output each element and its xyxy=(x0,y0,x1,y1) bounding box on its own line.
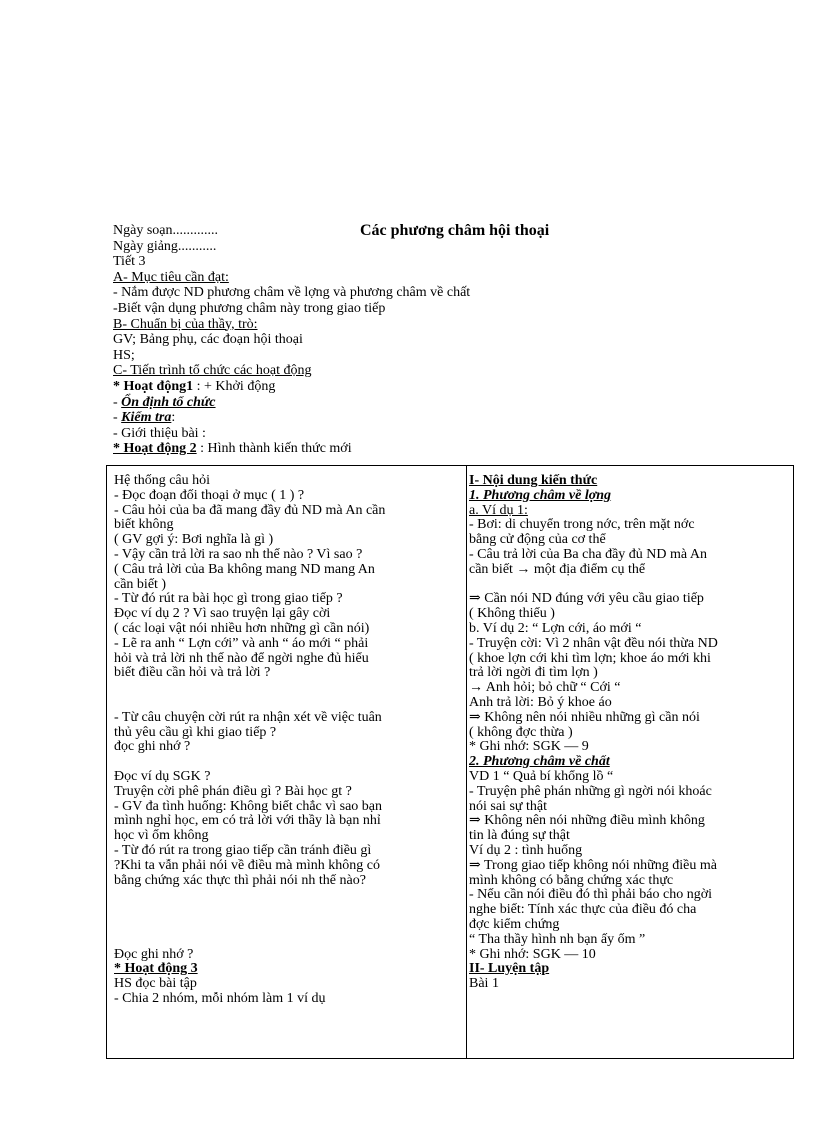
question-line: - Vậy cần trả lời ra sao nh thế nào ? Vì sao ? xyxy=(114,547,363,562)
question-line: - Đọc đoạn đối thoại ở mục ( 1 ) ? xyxy=(114,488,305,503)
content-line: nói sai sự thật xyxy=(469,799,547,814)
question-line: học vì ốm không xyxy=(114,829,209,844)
check-label: Kiểm tra xyxy=(121,410,172,426)
organize-item: - Ổn định tổ chức xyxy=(113,394,216,410)
activity-1 xyxy=(113,379,713,395)
content-line: bằng cử động của cơ thể xyxy=(469,533,606,548)
content-line: Ví dụ 2 : tình huống xyxy=(469,843,583,858)
question-line: - Câu hỏi của ba đã mang đầy đủ ND mà An cần xyxy=(114,503,386,518)
organize-label: Ổn định tổ chức xyxy=(121,394,216,410)
content-line: ⇒ Cần nói ND đúng với yêu cầu giao tiếp xyxy=(469,592,704,607)
activity-2-label: * Hoạt động 2 xyxy=(113,441,197,457)
document-title: Các phương châm hội thoại xyxy=(360,222,550,239)
question-line: - Lẽ ra anh “ Lợn cới” và anh “ áo mới “ phải xyxy=(114,636,369,651)
teacher-prep: GV; Bảng phụ, các đoạn hội thoại xyxy=(113,332,303,348)
content-line: trả lời ngời đi tìm lợn ) xyxy=(469,666,598,681)
maxim-quantity-heading: 1. Phương châm về lợng xyxy=(469,488,612,503)
content-line: đợc kiểm chứng xyxy=(469,917,560,932)
check-item: - Kiểm tra: xyxy=(113,410,176,426)
memo-line: * Ghi nhớ: SGK — 10 xyxy=(469,947,596,962)
content-line: → Anh hỏi; bỏ chữ “ Cới “ xyxy=(469,681,621,696)
column-divider xyxy=(466,466,467,1058)
student-prep: HS; xyxy=(113,347,135,363)
content-line: nghe biết: Tính xác thực của điều đó cha xyxy=(469,903,697,918)
content-line: ( Không thiếu ) xyxy=(469,607,555,622)
question-line: HS đọc bài tập xyxy=(114,977,197,992)
content-line: - Nếu cần nói điều đó thì phải báo cho ngời xyxy=(469,888,713,903)
content-line: cần biết → một địa điểm cụ thể xyxy=(469,562,646,577)
knowledge-content xyxy=(469,474,787,992)
period: Tiết 3 xyxy=(113,254,146,270)
content-line: ⇒ Trong giao tiếp không nói những điều mà xyxy=(469,858,717,873)
question-line: đọc ghi nhớ ? xyxy=(114,740,191,755)
question-line: biết không xyxy=(114,518,174,533)
lesson-header xyxy=(113,223,713,457)
activity-3-label: * Hoạt động 3 xyxy=(114,962,198,977)
question-line: ?Khi ta vẫn phải nói về điều mà mình không có xyxy=(114,858,380,873)
question-line: - Từ đó rút ra bài học gì trong giao tiếp ? xyxy=(114,592,343,607)
teach-date: Ngày giảng........... xyxy=(113,238,217,254)
blank-line xyxy=(114,755,456,770)
section-c-heading: C- Tiến trình tổ chức các hoạt động xyxy=(113,363,312,379)
blank-line xyxy=(114,696,456,711)
activity-1-text: : + Khởi động xyxy=(193,378,276,394)
content-line: “ Tha thầy hình nh bạn ấy ốm ” xyxy=(469,932,646,947)
content-line: tin là đúng sự thật xyxy=(469,829,570,844)
content-line: Anh trả lời: Bỏ ý khoe áo xyxy=(469,695,612,710)
question-line: ( các loại vật nói nhiều hơn những gì cần nói) xyxy=(114,621,370,636)
blank-line xyxy=(114,918,456,933)
exercise-1-label: Bài 1 xyxy=(469,977,499,992)
content-line: ⇒ Không nên nói nhiều những gì cần nói xyxy=(469,710,700,725)
question-line: thủ yêu cầu gì khi giao tiếp ? xyxy=(114,725,277,740)
content-line: ⇒ Không nên nói những điều mình không xyxy=(469,814,705,829)
content-line: - Truyện phê phán những gì ngời nói khoác xyxy=(469,784,712,799)
prep-date: Ngày soạn............. xyxy=(113,223,218,238)
section-a-heading: A- Mục tiêu cần đạt: xyxy=(113,269,229,285)
content-line: - Truyện cời: Vì 2 nhân vật đều nói thừa ND xyxy=(469,636,718,651)
question-line: ( Câu trả lời của Ba không mang ND mang An xyxy=(114,562,375,577)
question-line: - GV đa tình huống: Không biết chắc vì sao bạn xyxy=(114,799,383,814)
teacher-student-activities xyxy=(114,474,456,1007)
question-line: bằng chứng xác thực thì phải nói nh thế nào? xyxy=(114,873,366,888)
section-b-heading: B- Chuẩn bị của thầy, trò: xyxy=(113,316,258,332)
objective-2: -Biết vận dụng phương châm này trong giao tiếp xyxy=(113,300,386,316)
question-line: Truyện cời phê phán điều gì ? Bài học gt ? xyxy=(114,784,352,799)
lesson-table xyxy=(106,465,794,1059)
question-line: cần biết ) xyxy=(114,577,167,592)
content-line: - Câu trả lời của Ba cha đầy đủ ND mà An xyxy=(469,547,707,562)
example-2-label: b. Ví dụ 2: “ Lợn cới, áo mới “ xyxy=(469,621,642,636)
blank-line xyxy=(114,933,456,948)
content-line: VD 1 “ Quả bí khổng lồ “ xyxy=(469,769,614,784)
blank-line xyxy=(114,888,456,903)
example-1-label: a. Ví dụ 1: xyxy=(469,503,528,518)
question-line: mình nghỉ học, em có trả lời với thầy là bạn nhỉ xyxy=(114,814,381,829)
section-2-heading: II- Luyện tập xyxy=(469,962,550,977)
section-1-heading: I- Nội dung kiến thức xyxy=(469,474,598,488)
content-line: - Bơi: di chuyển trong nớc, trên mặt nớc xyxy=(469,518,695,533)
blank-line xyxy=(114,903,456,918)
question-line: Đọc ví dụ 2 ? Vì sao truyện lại gây cời xyxy=(114,607,331,622)
question-line: - Từ câu chuyện cời rút ra nhận xét về việc tuân xyxy=(114,710,382,725)
question-line: Hệ thống câu hỏi xyxy=(114,474,211,488)
content-line: mình không có bằng chứng xác thực xyxy=(469,873,674,888)
question-line: biết điều cần hỏi và trả lời ? xyxy=(114,666,271,681)
memo-line: * Ghi nhớ: SGK — 9 xyxy=(469,740,589,755)
activity-1-label: * Hoạt động1 xyxy=(113,378,194,394)
activity-2 xyxy=(113,441,713,457)
content-line: ( không đợc thừa ) xyxy=(469,725,573,740)
activity-2-text: : Hình thành kiến thức mới xyxy=(196,441,352,457)
question-line: Đọc ví dụ SGK ? xyxy=(114,769,211,784)
intro-item: - Giới thiệu bài : xyxy=(113,425,206,441)
question-line: Đọc ghi nhớ ? xyxy=(114,947,194,962)
maxim-quality-heading: 2. Phương châm về chất xyxy=(469,755,610,770)
question-line: - Chia 2 nhóm, mỗi nhóm làm 1 ví dụ xyxy=(114,991,326,1006)
question-line: hỏi và trả lời nh thế nào để ngời nghe đủ hiểu xyxy=(114,651,369,666)
blank-line xyxy=(114,681,456,696)
objective-1: - Nắm được ND phương châm về lợng và phương châm về chất xyxy=(113,285,471,301)
question-line: ( GV gợi ý: Bơi nghĩa là gì ) xyxy=(114,533,274,548)
question-line: - Từ đó rút ra trong giao tiếp cần tránh điều gì xyxy=(114,843,372,858)
content-line: ( khoe lợn cới khi tìm lợn; khoe áo mới khi xyxy=(469,651,711,666)
